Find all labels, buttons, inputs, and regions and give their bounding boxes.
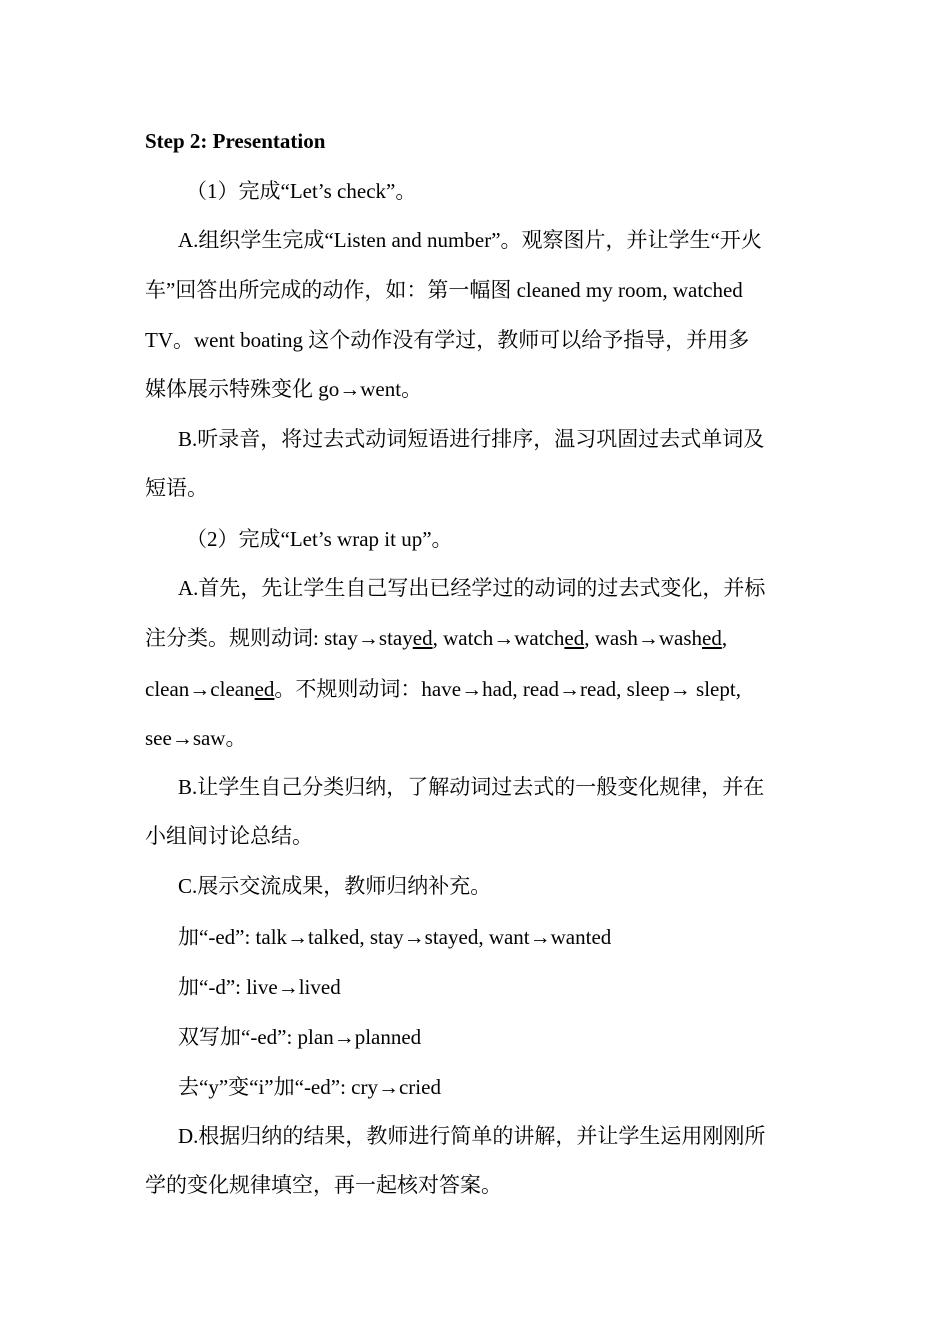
item-2-title: （2）完成“Let’s wrap it up”。 xyxy=(186,527,453,551)
paragraph-a1-line-4: 媒体展示特殊变化 go→went。 xyxy=(145,377,423,401)
item-1-title: （1）完成“Let’s check”。 xyxy=(186,179,417,203)
ed-suffix-underlined: ed xyxy=(254,677,275,701)
paragraph-d2-line-2: 学的变化规律填空，再一起核对答案。 xyxy=(145,1173,502,1197)
ed-suffix-underlined: ed xyxy=(412,626,433,650)
irregular-verbs-text: 。不规则动词：have→had, read→read, sleep→ slept, xyxy=(274,677,741,701)
paragraph-b1-line-2: 短语。 xyxy=(145,476,208,500)
regular-verbs-text: clean→clean xyxy=(145,677,255,701)
paragraph-a1-line-1: A.组织学生完成“Listen and number”。观察图片，并让学生“开火 xyxy=(178,228,762,252)
rule-add-d: 加“-d”: live→lived xyxy=(178,975,341,999)
section-heading: Step 2: Presentation xyxy=(145,129,326,153)
paragraph-b1-line-1: B.听录音，将过去式动词短语进行排序，温习巩固过去式单词及 xyxy=(178,427,765,451)
paragraph-a1-line-3: TV。went boating 这个动作没有学过，教师可以给予指导，并用多 xyxy=(145,328,750,352)
ed-suffix-underlined: ed xyxy=(702,626,722,650)
regular-verbs-text: 注分类。规则动词: stay→stay xyxy=(145,626,413,650)
paragraph-c2: C.展示交流成果，教师归纳补充。 xyxy=(178,874,492,898)
paragraph-a2-line-4: see→saw。 xyxy=(145,726,247,750)
regular-verbs-text: , watch→watch xyxy=(432,626,565,650)
paragraph-a2-line-3 xyxy=(145,676,810,702)
regular-verbs-text: , xyxy=(721,626,728,650)
ed-suffix-underlined: ed xyxy=(564,626,585,650)
rule-y-to-i-add-ed: 去“y”变“i”加“-ed”: cry→cried xyxy=(178,1075,441,1099)
paragraph-a1-line-2: 车”回答出所完成的动作，如：第一幅图 cleaned my room, watched xyxy=(145,278,743,302)
rule-add-ed: 加“-ed”: talk→talked, stay→stayed, want→wanted xyxy=(178,925,612,949)
regular-verbs-text: , wash→wash xyxy=(584,626,703,650)
rule-double-add-ed: 双写加“-ed”: plan→planned xyxy=(178,1025,422,1049)
paragraph-a2-line-2 xyxy=(145,625,810,651)
paragraph-d2-line-1: D.根据归纳的结果，教师进行简单的讲解，并让学生运用刚刚所 xyxy=(178,1124,766,1148)
paragraph-b2-line-2: 小组间讨论总结。 xyxy=(145,824,313,848)
paragraph-a2-line-1: A.首先，先让学生自己写出已经学过的动词的过去式变化，并标 xyxy=(178,576,766,600)
paragraph-b2-line-1: B.让学生自己分类归纳，了解动词过去式的一般变化规律，并在 xyxy=(178,775,765,799)
